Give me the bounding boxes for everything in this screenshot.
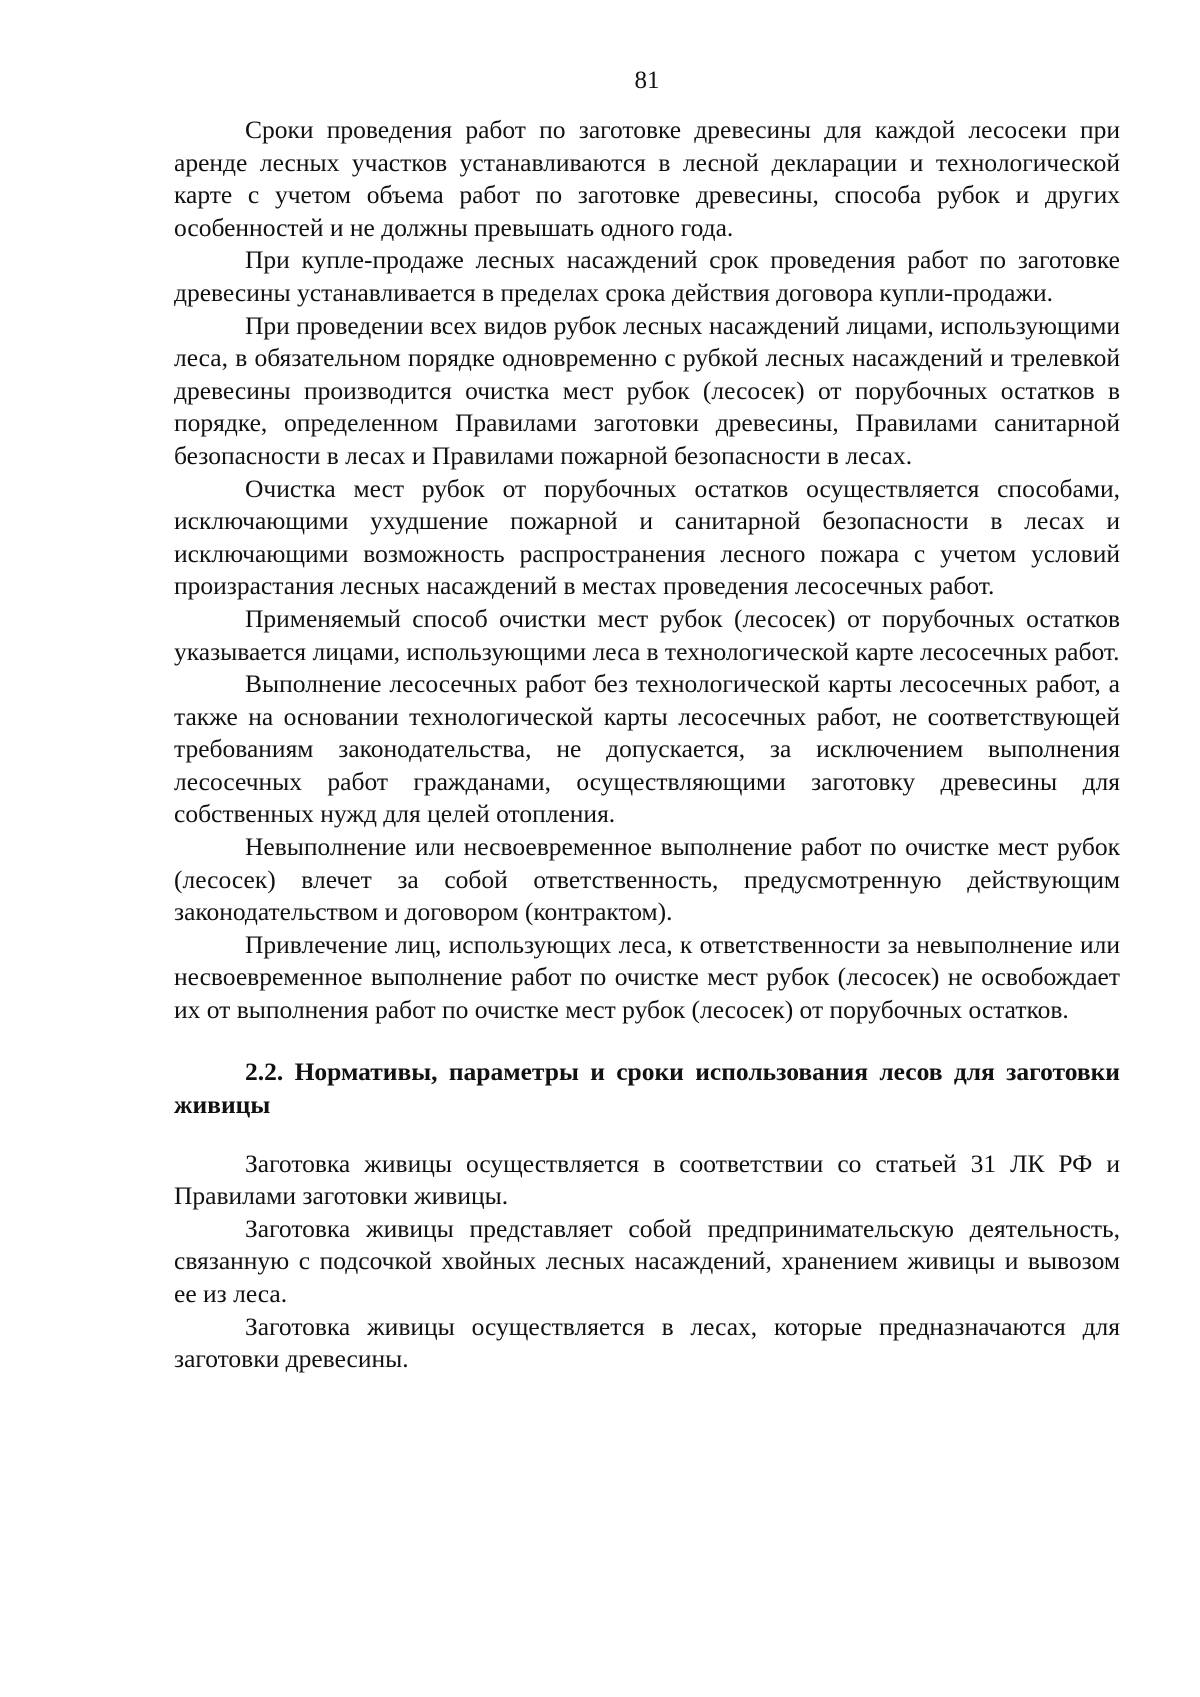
paragraph: Очистка мест рубок от порубочных остатков осуществляется способами, исключающими ухудшение пожарной и санитарной безопасности в лесах и исключающими возможность распространения лесного пожара с учетом условий произрастания лесных насаждений в местах проведения лесосечных работ. — [174, 473, 1120, 601]
paragraph: Применяемый способ очистки мест рубок (лесосек) от порубочных остатков указывается лицами, использующими леса в технологической карте лесосечных работ. — [174, 603, 1120, 666]
section-heading: 2.2. Нормативы, параметры и сроки использования лесов для заготовки живицы — [174, 1056, 1120, 1119]
paragraph: При купле-продаже лесных насаждений срок проведения работ по заготовке древесины устанавливается в пределах срока действия договора купли-продажи. — [174, 245, 1120, 307]
paragraph: Выполнение лесосечных работ без технологической карты лесосечных работ, а также на основании технологической карты лесосечных работ, не соответствующей требованиям законодательства, не допускается, за исключением выполнения лесосечных работ гражданами, осуществляющими заготовку древесины для собственных нужд для целей отопления. — [174, 669, 1120, 829]
paragraph: При проведении всех видов рубок лесных насаждений лицами, использующими леса, в обязательном порядке одновременно с рубкой лесных насаждений и трелевкой древесины производится очистка мест рубок (лесосек) от порубочных остатков в порядке, определенном Правилами заготовки древесины, Правилами санитарной безопасности в лесах и Правилами пожарной безопасности в лесах. — [174, 310, 1120, 470]
paragraph: Сроки проведения работ по заготовке древесины для каждой лесосеки при аренде лесных участков устанавливаются в лесной декларации и технологической карте с учетом объема работ по заготовке древесины, способа рубок и других особенностей и не должны превышать одного года. — [174, 115, 1120, 242]
document-page — [174, 66, 1120, 1376]
paragraph: Заготовка живицы представляет собой предпринимательскую деятельность, связанную с подсочкой хвойных лесных насаждений, хранением живицы и вывозом ее из леса. — [174, 1213, 1120, 1308]
page-number: 81 — [634, 67, 660, 94]
paragraph: Заготовка живицы осуществляется в соответствии со статьей 31 ЛК РФ и Правилами заготовки живицы. — [174, 1148, 1120, 1211]
paragraph: Невыполнение или несвоевременное выполнение работ по очистке мест рубок (лесосек) влечет за собой ответственность, предусмотренную действующим законодательством и договором (контрактом). — [174, 832, 1120, 927]
paragraph: Заготовка живицы осуществляется в лесах, которые предназначаются для заготовки древесины. — [174, 1311, 1120, 1374]
paragraph: Привлечение лиц, использующих леса, к ответственности за невыполнение или несвоевременное выполнение работ по очистке мест рубок (лесосек) не освобождает их от выполнения работ по очистке мест рубок (лесосек) от порубочных остатков. — [174, 929, 1120, 1025]
